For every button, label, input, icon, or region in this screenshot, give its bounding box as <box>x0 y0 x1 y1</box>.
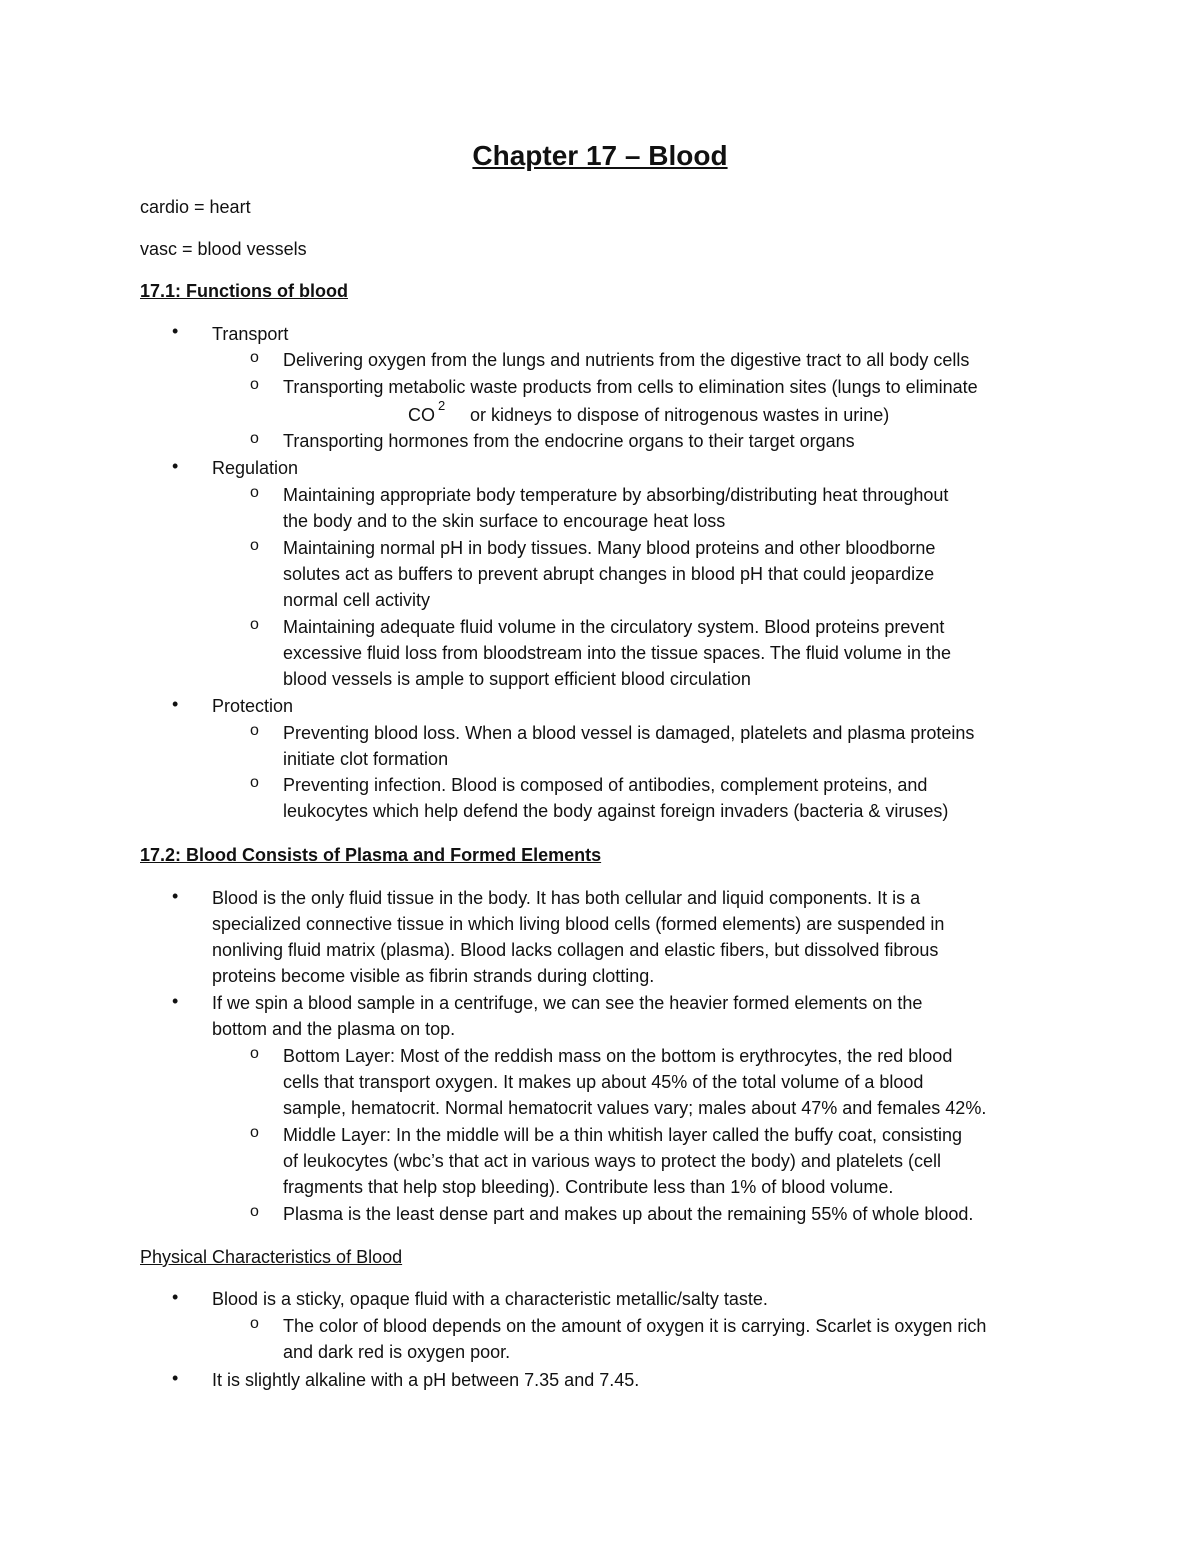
sub-bullet-icon: o <box>250 376 259 393</box>
list-item: It is slightly alkaline with a pH between 7.35 and 7.45. <box>212 1370 640 1390</box>
sub-bullet-icon: o <box>250 537 259 554</box>
sub-bullet-icon: o <box>250 774 259 791</box>
section-heading-17-1: 17.1: Functions of blood <box>140 281 348 301</box>
list-item: Maintaining adequate fluid volume in the circulatory system. Blood proteins prevent <box>283 617 945 637</box>
list-item: Preventing infection. Blood is composed of antibodies, complement proteins, and <box>283 775 928 795</box>
bullet-icon: • <box>172 991 179 1011</box>
list-item: Transport <box>212 324 289 344</box>
list-item: The color of blood depends on the amount of oxygen it is carrying. Scarlet is oxygen rich <box>283 1316 987 1336</box>
list-item-continuation: normal cell activity <box>283 590 431 610</box>
list-item-continuation: sample, hematocrit. Normal hematocrit values vary; males about 47% and females 42%. <box>283 1098 987 1118</box>
bullet-icon: • <box>172 321 179 341</box>
list-item-continuation: nonliving fluid matrix (plasma). Blood lacks collagen and elastic fibers, but dissolved fibrous <box>212 940 939 960</box>
co2-subscript: 2 <box>438 398 446 413</box>
bullet-icon: • <box>172 456 179 476</box>
section-heading-17-2: 17.2: Blood Consists of Plasma and Formed Elements <box>140 845 602 865</box>
list-item: Transporting hormones from the endocrine organs to their target organs <box>283 431 855 451</box>
sub-bullet-icon: o <box>250 616 259 633</box>
sub-bullet-icon: o <box>250 1315 259 1332</box>
list-item-continuation: excessive fluid loss from bloodstream into the tissue spaces. The fluid volume in the <box>283 643 951 663</box>
list-item: If we spin a blood sample in a centrifuge, we can see the heavier formed elements on the <box>212 993 923 1013</box>
list-item-continuation: fragments that help stop bleeding). Contribute less than 1% of blood volume. <box>283 1177 894 1197</box>
bullet-icon: • <box>172 1287 179 1307</box>
term-vasc: vasc = blood vessels <box>140 239 307 259</box>
list-item: Maintaining appropriate body temperature by absorbing/distributing heat throughout <box>283 485 949 505</box>
list-item: Protection <box>212 696 294 716</box>
sub-bullet-icon: o <box>250 484 259 501</box>
list-item-continuation: the body and to the skin surface to encourage heat loss <box>283 511 726 531</box>
list-item-continuation: or kidneys to dispose of nitrogenous wastes in urine) <box>470 405 890 425</box>
term-cardio: cardio = heart <box>140 197 251 217</box>
page-title: Chapter 17 – Blood <box>472 140 728 171</box>
list-item-continuation: blood vessels is ample to support efficient blood circulation <box>283 669 751 689</box>
co2-formula: CO <box>408 405 435 425</box>
sub-bullet-icon: o <box>250 722 259 739</box>
list-item-continuation: and dark red is oxygen poor. <box>283 1342 511 1362</box>
list-item: Bottom Layer: Most of the reddish mass on the bottom is erythrocytes, the red blood <box>283 1046 953 1066</box>
list-item-continuation: solutes act as buffers to prevent abrupt changes in blood pH that could jeopardize <box>283 564 935 584</box>
list-item-continuation: bottom and the plasma on top. <box>212 1019 456 1039</box>
sub-bullet-icon: o <box>250 1124 259 1141</box>
sub-bullet-icon: o <box>250 430 259 447</box>
list-item: Transporting metabolic waste products from cells to elimination sites (lungs to eliminate <box>283 377 978 397</box>
list-item-continuation: leukocytes which help defend the body against foreign invaders (bacteria & viruses) <box>283 801 949 821</box>
list-item-continuation: of leukocytes (wbc’s that act in various ways to protect the body) and platelets (cell <box>283 1151 941 1171</box>
list-item: Blood is the only fluid tissue in the body. It has both cellular and liquid components. It is a <box>212 888 921 908</box>
bullet-icon: • <box>172 694 179 714</box>
sub-bullet-icon: o <box>250 1203 259 1220</box>
sub-bullet-icon: o <box>250 349 259 366</box>
list-item-continuation: cells that transport oxygen. It makes up about 45% of the total volume of a blood <box>283 1072 924 1092</box>
list-item: Regulation <box>212 458 299 478</box>
list-item-continuation: initiate clot formation <box>283 749 449 769</box>
list-item: Middle Layer: In the middle will be a thin whitish layer called the buffy coat, consisting <box>283 1125 963 1145</box>
bullet-icon: • <box>172 886 179 906</box>
section-heading-physical: Physical Characteristics of Blood <box>140 1247 403 1267</box>
list-item: Delivering oxygen from the lungs and nutrients from the digestive tract to all body cells <box>283 350 970 370</box>
bullet-icon: • <box>172 1368 179 1388</box>
list-item-continuation: specialized connective tissue in which living blood cells (formed elements) are suspended in <box>212 914 945 934</box>
list-item-continuation: proteins become visible as fibrin strands during clotting. <box>212 966 655 986</box>
list-item: Preventing blood loss. When a blood vessel is damaged, platelets and plasma proteins <box>283 723 975 743</box>
list-item: Plasma is the least dense part and makes up about the remaining 55% of whole blood. <box>283 1204 974 1224</box>
sub-bullet-icon: o <box>250 1045 259 1062</box>
list-item: Maintaining normal pH in body tissues. Many blood proteins and other bloodborne <box>283 538 936 558</box>
list-item: Blood is a sticky, opaque fluid with a characteristic metallic/salty taste. <box>212 1289 768 1309</box>
